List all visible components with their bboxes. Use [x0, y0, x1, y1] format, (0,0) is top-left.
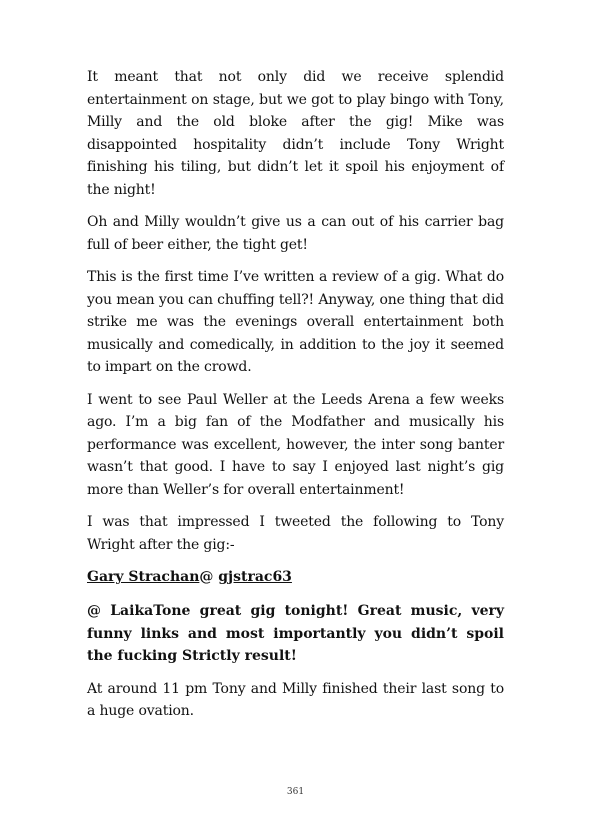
tweet-text: @ LaikaTone great gig tonight! Great music, very funny links and most importantly you didn’t spoil the fucking Strictly result! [87, 603, 504, 664]
paragraph-paul-weller: I went to see Paul Weller at the Leeds Arena a few weeks ago. I’m a big fan of the Modfather and musically his performance was excellent, however, the inter song banter wasn’t that good. I have to say I enjoyed last night’s gig more than Weller’s for overall entertainment! [87, 391, 504, 498]
paragraph-first-review: This is the first time I’ve written a review of a gig. What do you mean you can chuffing tell?! Anyway, one thing that did strike me was the evenings overall entertainment both musically and comedically, in addition to the joy it seemed to impart on the crowd. [87, 269, 504, 375]
paragraph-bingo: It meant that not only did we receive splendid entertainment on stage, but we got to play bingo with Tony, Milly and the old bloke after the gig! Mike was disappointed hospitality didn’t include Tony Wright finishing his tiling, but didn’t let it spoil his enjoyment of the night! [87, 69, 504, 198]
tweet-header [87, 566, 504, 588]
page-number: 361 [286, 787, 305, 797]
tweet-separator: ‏@ [199, 569, 214, 585]
tweet-handle[interactable]: gjstrac63 [218, 569, 292, 585]
tweet-author[interactable]: Gary Strachan [87, 569, 200, 585]
paragraph-closing: At around 11 pm Tony and Milly finished their last song to a huge ovation. [87, 680, 504, 719]
page-body [87, 66, 504, 733]
paragraph-carrier-bag: Oh and Milly wouldn’t give us a can out of his carrier bag full of beer either, the tight get! [87, 214, 504, 253]
paragraph-tweet-intro: I was that impressed I tweeted the following to Tony Wright after the gig:- [87, 514, 504, 553]
